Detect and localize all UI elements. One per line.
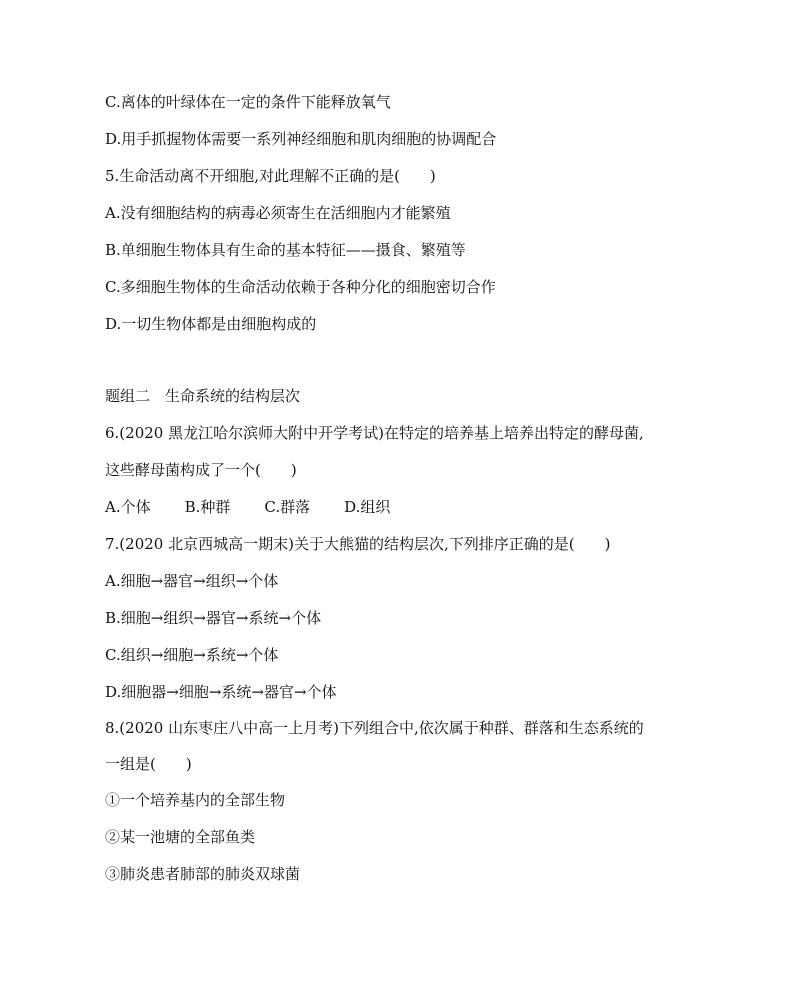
section-heading: 题组二 生命系统的结构层次: [105, 387, 301, 405]
q6-option-b: B.种群: [184, 498, 231, 516]
q5-option-a: A.没有细胞结构的病毒必须寄生在活细胞内才能繁殖: [105, 204, 451, 222]
q6-options: [105, 497, 424, 517]
q8-stem-line1: 8.(2020 山东枣庄八中高一上月考)下列组合中,依次属于种群、群落和生态系统的: [105, 719, 644, 737]
q5-option-c: C.多细胞生物体的生命活动依赖于各种分化的细胞密切合作: [105, 278, 496, 296]
q7-stem: 7.(2020 北京西城高一期末)关于大熊猫的结构层次,下列排序正确的是( ): [105, 535, 611, 553]
q8-stem-line2: 一组是( ): [105, 755, 192, 773]
q5-option-d: D.一切生物体都是由细胞构成的: [105, 315, 317, 333]
q7-option-d: D.细胞器→细胞→系统→器官→个体: [105, 683, 337, 701]
q7-option-a: A.细胞→器官→组织→个体: [105, 572, 279, 590]
q6-option-c: C.群落: [264, 498, 311, 516]
q7-option-b: B.细胞→组织→器官→系统→个体: [105, 609, 322, 627]
q5-stem: 5.生命活动离不开细胞,对此理解不正确的是( ): [105, 167, 436, 185]
q6-stem-line2: 这些酵母菌构成了一个( ): [105, 461, 297, 479]
q6-stem-line1: 6.(2020 黑龙江哈尔滨师大附中开学考试)在特定的培养基上培养出特定的酵母菌,: [105, 424, 644, 442]
q6-option-a: A.个体: [105, 498, 151, 516]
q6-option-d: D.组织: [344, 498, 391, 516]
q8-item-1: ①一个培养基内的全部生物: [105, 791, 286, 809]
q4-option-d: D.用手抓握物体需要一系列神经细胞和肌肉细胞的协调配合: [105, 130, 497, 148]
q4-option-c: C.离体的叶绿体在一定的条件下能释放氧气: [105, 93, 391, 111]
q8-item-3: ③肺炎患者肺部的肺炎双球菌: [105, 865, 301, 883]
q7-option-c: C.组织→细胞→系统→个体: [105, 646, 279, 664]
q5-option-b: B.单细胞生物体具有生命的基本特征——摄食、繁殖等: [105, 241, 466, 259]
q8-item-2: ②某一池塘的全部鱼类: [105, 828, 256, 846]
